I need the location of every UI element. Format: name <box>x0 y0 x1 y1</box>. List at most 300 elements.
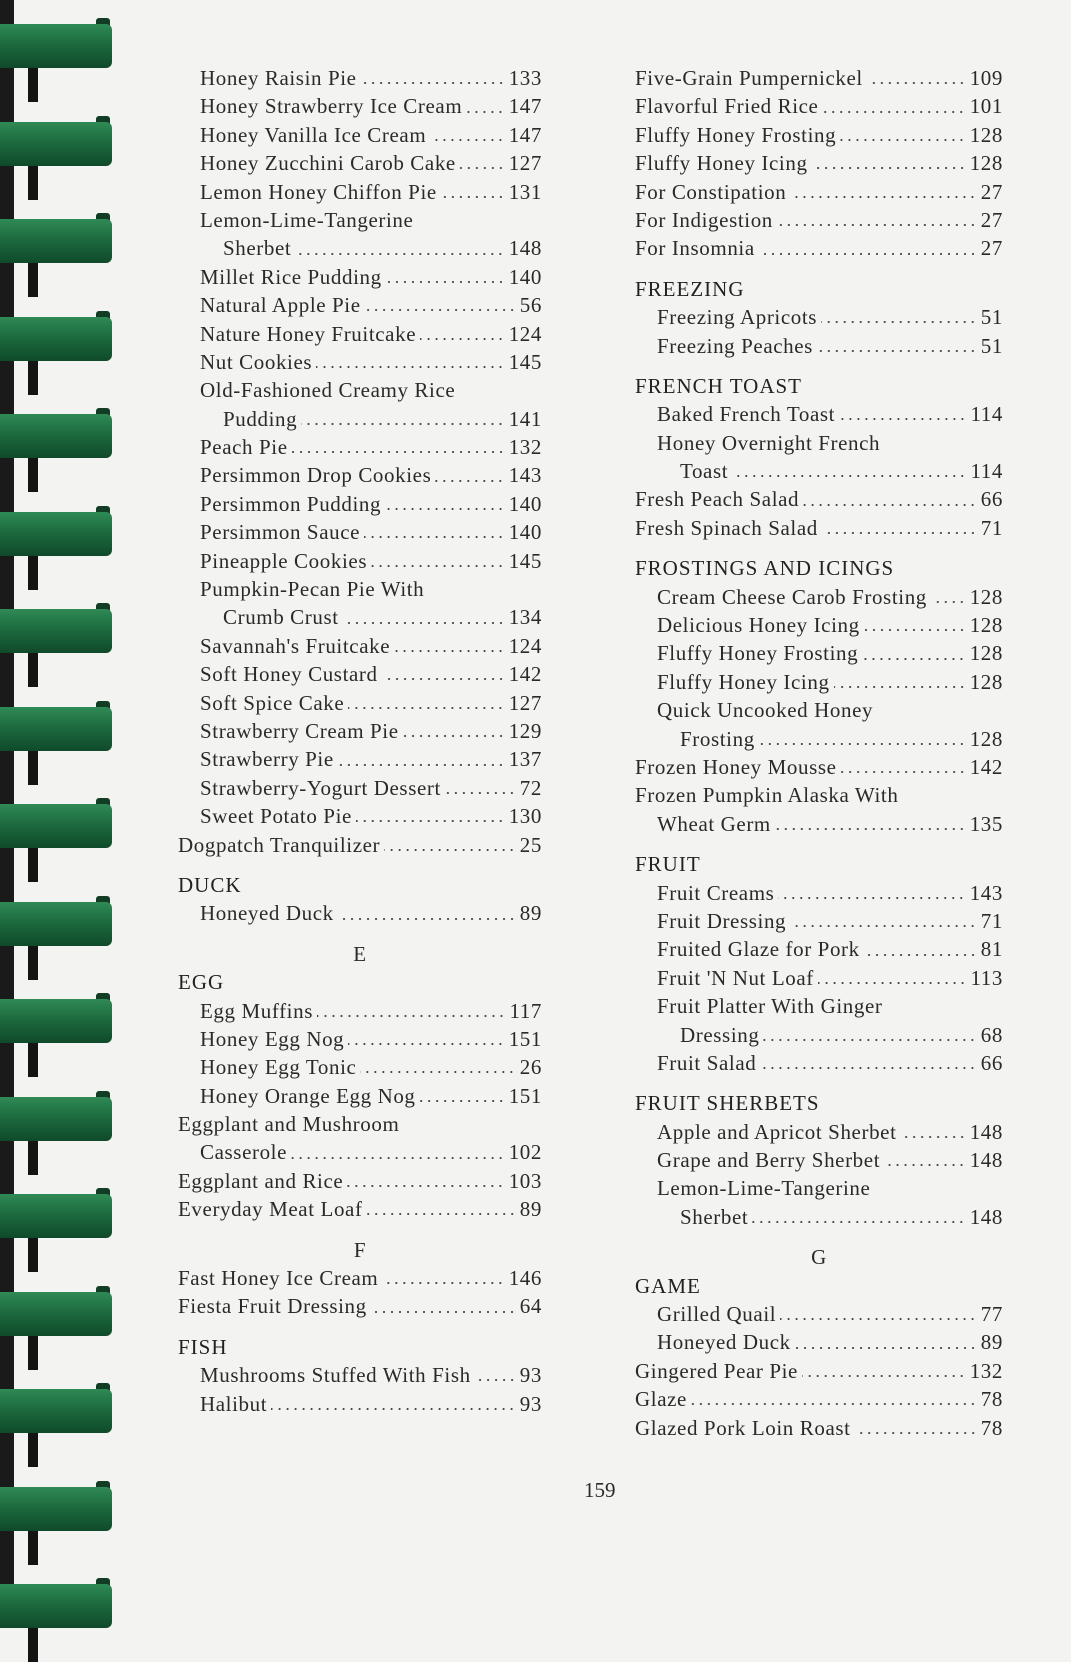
binding-ring <box>0 1578 118 1634</box>
entry-page-number: 129 <box>508 718 542 743</box>
ring-band <box>0 219 112 263</box>
dot-leader <box>841 770 966 774</box>
index-entry <box>178 632 542 660</box>
dot-leader <box>931 600 966 604</box>
entry-page-number: 89 <box>980 1330 1003 1355</box>
ring-hole <box>28 1336 38 1370</box>
dot-leader <box>386 280 505 284</box>
dot-leader <box>316 365 505 369</box>
ring-band <box>0 707 112 751</box>
letter-text: E <box>353 941 367 966</box>
entry-page-number: 25 <box>519 832 542 857</box>
ring-hole <box>28 946 38 980</box>
index-entry <box>178 547 542 575</box>
dot-leader <box>780 1317 977 1321</box>
index-entry <box>635 485 1003 513</box>
dot-leader <box>817 349 977 353</box>
entry-page-number: 101 <box>969 94 1003 119</box>
index-entry <box>178 1292 542 1320</box>
entry-title: Savannah's Fruitcake <box>200 633 391 658</box>
entry-page-number: 147 <box>508 122 542 147</box>
entry-title: Fluffy Honey Frosting <box>635 122 837 147</box>
index-entry <box>178 405 542 433</box>
binding-ring <box>0 1188 118 1244</box>
entry-title: Peach Pie <box>200 435 288 460</box>
entry-title: Strawberry-Yogurt Dessert <box>200 775 441 800</box>
dot-leader <box>840 138 965 142</box>
index-entry <box>635 332 1003 360</box>
dot-leader <box>821 320 977 324</box>
index-section-heading <box>178 1333 542 1361</box>
page-number: 159 <box>584 1478 616 1502</box>
dot-leader <box>834 685 966 689</box>
entry-page-number: 146 <box>508 1266 542 1291</box>
entry-title: Gingered Pear Pie <box>635 1358 798 1383</box>
entry-page-number: 132 <box>969 1358 1003 1383</box>
entry-page-number: 127 <box>508 690 542 715</box>
entry-page-number: 81 <box>980 937 1003 962</box>
dot-leader <box>867 81 966 85</box>
heading-text: EGG <box>178 970 225 995</box>
index-entry <box>635 583 1003 611</box>
index-entry <box>635 611 1003 639</box>
index-entry <box>178 1264 542 1292</box>
entry-title: Toast <box>680 459 729 484</box>
entry-page-number: 78 <box>980 1415 1003 1440</box>
entry-page-number: 141 <box>508 406 542 431</box>
index-section-heading <box>178 968 542 996</box>
entry-page-number: 127 <box>508 151 542 176</box>
dot-leader <box>364 535 505 539</box>
entry-page-number: 148 <box>969 1119 1003 1144</box>
dot-leader <box>901 1135 966 1139</box>
index-entry <box>635 907 1003 935</box>
ring-hole <box>28 166 38 200</box>
ring-band <box>0 1097 112 1141</box>
dot-leader <box>371 564 505 568</box>
entry-page-number: 134 <box>508 605 542 630</box>
entry-title: Fruit Creams <box>657 880 775 905</box>
index-entry <box>178 997 542 1025</box>
entry-page-number: 56 <box>519 293 542 318</box>
index-entry <box>178 774 542 802</box>
dot-leader <box>818 981 967 985</box>
entry-title: Fluffy Honey Icing <box>657 669 830 694</box>
ring-hole <box>28 1238 38 1272</box>
entry-page-number: 114 <box>970 402 1003 427</box>
entry-page-number: 27 <box>980 207 1003 232</box>
dot-leader <box>367 1212 516 1216</box>
entry-page-number: 128 <box>969 641 1003 666</box>
index-entry <box>635 400 1003 428</box>
index-entry <box>178 518 542 546</box>
entry-page-number: 51 <box>980 305 1003 330</box>
entry-title: Natural Apple Pie <box>200 293 361 318</box>
dot-leader <box>732 474 966 478</box>
dot-leader <box>795 1346 977 1350</box>
entry-title: Mushrooms Stuffed With Fish <box>200 1363 471 1388</box>
index-entry <box>635 1118 1003 1146</box>
dot-leader <box>460 166 505 170</box>
dot-leader <box>348 1042 504 1046</box>
index-entry <box>635 1328 1003 1356</box>
index-entry <box>178 1110 542 1138</box>
entry-title: Honey Orange Egg Nog <box>200 1083 416 1108</box>
index-entry <box>178 461 542 489</box>
entry-title: Glazed Pork Loin Roast <box>635 1415 851 1440</box>
entry-page-number: 128 <box>969 726 1003 751</box>
dot-leader <box>360 1070 515 1074</box>
entry-title: Strawberry Pie <box>200 747 334 772</box>
entry-title: Eggplant and Mushroom <box>178 1112 400 1137</box>
entry-title: Old-Fashioned Creamy Rice <box>200 378 456 403</box>
index-entry <box>178 1167 542 1195</box>
index-entry <box>635 1357 1003 1385</box>
index-section-heading <box>635 554 1003 582</box>
entry-page-number: 78 <box>980 1387 1003 1412</box>
index-entry <box>178 92 542 120</box>
entry-title: Fruit Platter With Ginger <box>657 994 883 1019</box>
dot-leader <box>778 896 965 900</box>
dot-leader <box>466 110 504 114</box>
heading-text: GAME <box>635 1273 701 1298</box>
index-entry <box>178 291 542 319</box>
ring-hole <box>28 361 38 395</box>
index-entry <box>635 178 1003 206</box>
dot-leader <box>371 1310 516 1314</box>
entry-title: Strawberry Cream Pie <box>200 718 399 743</box>
index-entry <box>178 149 542 177</box>
ring-hole <box>28 68 38 102</box>
entry-page-number: 66 <box>980 487 1003 512</box>
dot-leader <box>301 422 504 426</box>
entry-page-number: 148 <box>969 1204 1003 1229</box>
index-entry <box>635 234 1003 262</box>
ring-band <box>0 999 112 1043</box>
index-entry <box>178 1195 542 1223</box>
index-entry <box>635 1414 1003 1442</box>
entry-page-number: 89 <box>519 1197 542 1222</box>
index-section-heading <box>635 275 1003 303</box>
binding-ring <box>0 1091 118 1147</box>
entry-page-number: 109 <box>969 66 1003 90</box>
entry-page-number: 68 <box>980 1022 1003 1047</box>
index-entry <box>635 810 1003 838</box>
entry-page-number: 27 <box>980 236 1003 261</box>
entry-title: Fluffy Honey Icing <box>635 151 808 176</box>
entry-title: Fast Honey Ice Cream <box>178 1266 379 1291</box>
ring-hole <box>28 263 38 297</box>
entry-page-number: 132 <box>508 435 542 460</box>
entry-title: Freezing Apricots <box>657 305 818 330</box>
index-entry <box>635 696 1003 724</box>
index-letter-divider <box>178 1236 542 1264</box>
index-entry <box>178 490 542 518</box>
entry-title: Soft Honey Custard <box>200 662 378 687</box>
index-entry <box>178 121 542 149</box>
entry-page-number: 27 <box>980 179 1003 204</box>
index-entry <box>635 781 1003 809</box>
dot-leader <box>862 657 965 661</box>
entry-title: Halibut <box>200 1391 268 1416</box>
ring-band <box>0 1487 112 1531</box>
dot-leader <box>292 450 505 454</box>
ring-hole <box>28 1141 38 1175</box>
entry-title: Honey Strawberry Ice Cream <box>200 94 463 119</box>
entry-title: Five-Grain Pumpernickel <box>635 66 863 90</box>
index-entry <box>178 178 542 206</box>
dot-leader <box>403 734 505 738</box>
ring-band <box>0 804 112 848</box>
dot-leader <box>777 223 977 227</box>
entry-title: Persimmon Drop Cookies <box>200 463 432 488</box>
dot-leader <box>385 507 505 511</box>
entry-title: Nut Cookies <box>200 349 313 374</box>
entry-title: Apple and Apricot Sherbet <box>657 1119 897 1144</box>
binding-ring <box>0 116 118 172</box>
ring-hole <box>28 653 38 687</box>
binding-ring <box>0 311 118 367</box>
ring-hole <box>28 848 38 882</box>
entry-title: Nature Honey Fruitcake <box>200 321 417 346</box>
ring-band <box>0 24 112 68</box>
index-entry <box>635 1203 1003 1231</box>
index-entry <box>178 660 542 688</box>
entry-page-number: 64 <box>519 1294 542 1319</box>
dot-leader <box>760 1066 976 1070</box>
dot-leader <box>855 1431 977 1435</box>
index-entry <box>635 1300 1003 1328</box>
index-entry <box>635 1146 1003 1174</box>
heading-text: FRENCH TOAST <box>635 373 803 398</box>
index-entry <box>635 149 1003 177</box>
entry-title: Sweet Potato Pie <box>200 804 352 829</box>
index-entry <box>635 964 1003 992</box>
heading-text: DUCK <box>178 872 242 897</box>
entry-page-number: 89 <box>519 901 542 926</box>
entry-title: Cream Cheese Carob Frosting <box>657 584 927 609</box>
entry-title: Freezing Peaches <box>657 333 813 358</box>
dot-leader <box>317 1014 506 1018</box>
entry-title: Pumpkin-Pecan Pie With <box>200 577 425 602</box>
ring-band <box>0 1292 112 1336</box>
entry-title: Lemon-Lime-Tangerine <box>657 1176 871 1201</box>
entry-page-number: 148 <box>969 1148 1003 1173</box>
dot-leader <box>864 953 977 957</box>
entry-title: For Constipation <box>635 179 787 204</box>
entry-page-number: 140 <box>508 264 542 289</box>
index-entry <box>178 1390 542 1418</box>
entry-page-number: 128 <box>969 151 1003 176</box>
entry-page-number: 137 <box>508 747 542 772</box>
dot-leader <box>356 819 505 823</box>
binding-ring <box>0 1286 118 1342</box>
dot-leader <box>382 677 505 681</box>
index-section-heading <box>635 1272 1003 1300</box>
entry-title: Fiesta Fruit Dressing <box>178 1294 367 1319</box>
index-entry <box>178 376 542 404</box>
entry-title: Grilled Quail <box>657 1302 777 1327</box>
dot-leader <box>763 1038 976 1042</box>
dot-leader <box>365 308 516 312</box>
dot-leader <box>475 1378 516 1382</box>
index-entry <box>178 433 542 461</box>
dot-leader <box>822 531 977 535</box>
entry-page-number: 128 <box>969 122 1003 147</box>
index-entry <box>635 92 1003 120</box>
index-section-heading <box>635 1089 1003 1117</box>
entry-page-number: 93 <box>519 1363 542 1388</box>
letter-text: G <box>811 1245 827 1270</box>
ring-band <box>0 902 112 946</box>
index-entry <box>178 263 542 291</box>
entry-title: Sherbet <box>680 1204 749 1229</box>
index-entry <box>635 1049 1003 1077</box>
index-entry <box>635 725 1003 753</box>
entry-title: Eggplant and Rice <box>178 1168 344 1193</box>
binding-ring <box>0 18 118 74</box>
dot-leader <box>343 621 505 625</box>
entry-page-number: 151 <box>508 1026 542 1051</box>
ring-band <box>0 1194 112 1238</box>
entry-page-number: 26 <box>519 1055 542 1080</box>
index-entry <box>635 668 1003 696</box>
entry-title: Fruit Dressing <box>657 908 787 933</box>
index-entry <box>635 753 1003 781</box>
heading-text: FRUIT <box>635 852 701 877</box>
entry-title: Lemon Honey Chiffon Pie <box>200 179 437 204</box>
dot-leader <box>445 791 516 795</box>
entry-page-number: 66 <box>980 1050 1003 1075</box>
ring-hole <box>28 751 38 785</box>
ring-band <box>0 1584 112 1628</box>
entry-title: For Insomnia <box>635 236 755 261</box>
entry-page-number: 133 <box>508 66 542 90</box>
index-entry <box>178 689 542 717</box>
ring-hole <box>28 1628 38 1662</box>
index-entry <box>178 575 542 603</box>
entry-page-number: 131 <box>508 179 542 204</box>
dot-leader <box>839 417 966 421</box>
entry-page-number: 77 <box>980 1302 1003 1327</box>
dot-leader <box>803 503 977 507</box>
entry-page-number: 117 <box>509 998 542 1023</box>
dot-leader <box>691 1402 977 1406</box>
index-entry <box>178 745 542 773</box>
entry-title: Millet Rice Pudding <box>200 264 382 289</box>
entry-page-number: 143 <box>969 880 1003 905</box>
entry-page-number: 124 <box>508 633 542 658</box>
entry-page-number: 93 <box>519 1391 542 1416</box>
entry-page-number: 143 <box>508 463 542 488</box>
entry-page-number: 135 <box>969 811 1003 836</box>
index-entry <box>178 717 542 745</box>
dot-leader <box>382 1281 504 1285</box>
dot-leader <box>822 110 965 114</box>
entry-title: Fruit Salad <box>657 1050 757 1075</box>
entry-page-number: 145 <box>508 349 542 374</box>
entry-title: For Indigestion <box>635 207 773 232</box>
index-entry <box>178 899 542 927</box>
entry-title: Everyday Meat Loaf <box>178 1197 363 1222</box>
entry-title: Persimmon Pudding <box>200 491 382 516</box>
spiral-binding <box>0 0 140 1600</box>
entry-page-number: 51 <box>980 333 1003 358</box>
entry-title: Honeyed Duck <box>200 901 334 926</box>
index-entry <box>635 514 1003 542</box>
entry-page-number: 140 <box>508 520 542 545</box>
index-entry <box>178 206 542 234</box>
dot-leader <box>420 1099 505 1103</box>
dot-leader <box>361 81 505 85</box>
entry-page-number: 124 <box>508 321 542 346</box>
entry-page-number: 142 <box>969 754 1003 779</box>
index-entry <box>178 320 542 348</box>
dot-leader <box>271 1407 516 1411</box>
ring-band <box>0 414 112 458</box>
entry-page-number: 113 <box>970 965 1003 990</box>
binding-ring <box>0 408 118 464</box>
heading-text: FROSTINGS AND ICINGS <box>635 556 895 581</box>
entry-page-number: 142 <box>508 662 542 687</box>
entry-title: Delicious Honey Icing <box>657 613 860 638</box>
entry-page-number: 72 <box>519 775 542 800</box>
dot-leader <box>435 479 504 483</box>
entry-title: Dogpatch Tranquilizer <box>178 832 381 857</box>
ring-band <box>0 317 112 361</box>
binding-ring <box>0 506 118 562</box>
entry-title: Pineapple Cookies <box>200 548 368 573</box>
index-entry <box>178 348 542 376</box>
index-entry <box>178 1138 542 1166</box>
entry-title: Glaze <box>635 1387 687 1412</box>
entry-title: Frosting <box>680 726 755 751</box>
dot-leader <box>384 848 516 852</box>
index-column-right <box>635 64 1003 1442</box>
ring-hole <box>28 1433 38 1467</box>
entry-title: Sherbet <box>223 236 292 261</box>
entry-title: Frozen Honey Mousse <box>635 754 837 779</box>
entry-page-number: 71 <box>980 515 1003 540</box>
dot-leader <box>441 195 505 199</box>
entry-page-number: 148 <box>508 236 542 261</box>
entry-title: Honeyed Duck <box>657 1330 791 1355</box>
entry-title: Casserole <box>200 1140 288 1165</box>
entry-title: Fruited Glaze for Pork <box>657 937 860 962</box>
index-column-left <box>178 64 542 1418</box>
dot-leader <box>394 649 505 653</box>
entry-page-number: 151 <box>508 1083 542 1108</box>
ring-band <box>0 122 112 166</box>
entry-title: Honey Overnight French <box>657 430 881 455</box>
entry-page-number: 103 <box>508 1168 542 1193</box>
dot-leader <box>420 337 505 341</box>
index-entry <box>635 992 1003 1020</box>
entry-title: Grape and Berry Sherbet <box>657 1148 881 1173</box>
index-entry <box>178 1053 542 1081</box>
letter-text: F <box>353 1237 367 1262</box>
binding-ring <box>0 993 118 1049</box>
entry-title: Crumb Crust <box>223 605 339 630</box>
dot-leader <box>348 706 504 710</box>
index-entry <box>178 802 542 830</box>
entry-title: Wheat Germ <box>657 811 771 836</box>
entry-page-number: 71 <box>980 908 1003 933</box>
index-entry <box>635 879 1003 907</box>
ring-band <box>0 512 112 556</box>
entry-title: Fresh Peach Salad <box>635 487 800 512</box>
entry-title: Honey Egg Tonic <box>200 1055 357 1080</box>
